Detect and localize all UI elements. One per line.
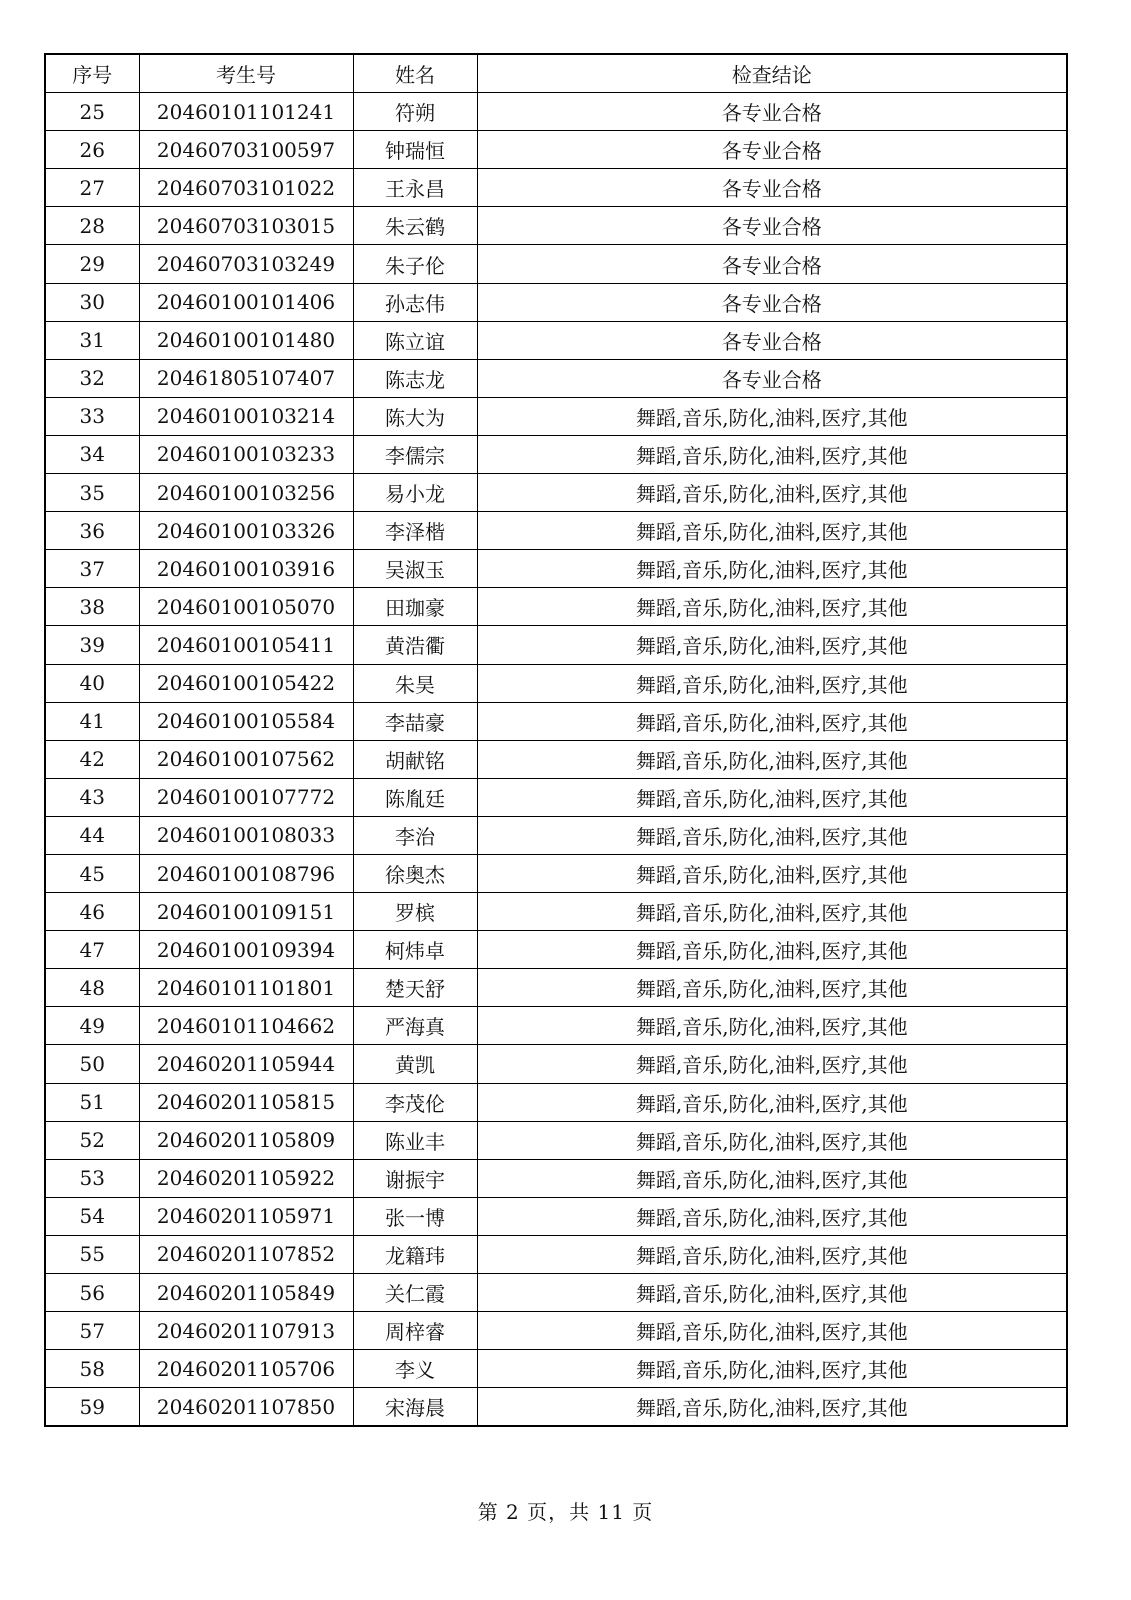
results-table: [44, 53, 1068, 1427]
seq-cell: 44: [45, 816, 139, 854]
result-cell: 舞蹈,音乐,防化,油料,医疗,其他: [477, 550, 1067, 588]
seq-cell: 35: [45, 474, 139, 512]
table-row: [45, 1007, 1067, 1045]
result-cell: 舞蹈,音乐,防化,油料,医疗,其他: [477, 512, 1067, 550]
seq-cell: 30: [45, 283, 139, 321]
seq-cell: 56: [45, 1274, 139, 1312]
candidate-id-cell: 20460100105411: [139, 626, 353, 664]
table-row: [45, 435, 1067, 473]
result-cell: 舞蹈,音乐,防化,油料,医疗,其他: [477, 740, 1067, 778]
result-cell: 舞蹈,音乐,防化,油料,医疗,其他: [477, 893, 1067, 931]
result-cell: 舞蹈,音乐,防化,油料,医疗,其他: [477, 778, 1067, 816]
header-result: 检查结论: [477, 54, 1067, 93]
candidate-id-cell: 20460201105809: [139, 1121, 353, 1159]
seq-cell: 50: [45, 1045, 139, 1083]
table-row: [45, 550, 1067, 588]
result-cell: 舞蹈,音乐,防化,油料,医疗,其他: [477, 931, 1067, 969]
name-cell: 胡献铭: [353, 740, 477, 778]
name-cell: 龙籍玮: [353, 1235, 477, 1273]
name-cell: 罗槟: [353, 893, 477, 931]
candidate-id-cell: 20460100103326: [139, 512, 353, 550]
name-cell: 李义: [353, 1350, 477, 1388]
name-cell: 李治: [353, 816, 477, 854]
name-cell: 钟瑞恒: [353, 131, 477, 169]
result-cell: 舞蹈,音乐,防化,油料,医疗,其他: [477, 626, 1067, 664]
result-cell: 舞蹈,音乐,防化,油料,医疗,其他: [477, 854, 1067, 892]
candidate-id-cell: 20460201105922: [139, 1159, 353, 1197]
candidate-id-cell: 20461805107407: [139, 359, 353, 397]
seq-cell: 28: [45, 207, 139, 245]
result-cell: 舞蹈,音乐,防化,油料,医疗,其他: [477, 1083, 1067, 1121]
result-cell: 舞蹈,音乐,防化,油料,医疗,其他: [477, 1007, 1067, 1045]
candidate-id-cell: 20460201105971: [139, 1197, 353, 1235]
table-row: [45, 1159, 1067, 1197]
name-cell: 李茂伦: [353, 1083, 477, 1121]
name-cell: 李儒宗: [353, 435, 477, 473]
candidate-id-cell: 20460703101022: [139, 169, 353, 207]
seq-cell: 25: [45, 93, 139, 131]
name-cell: 朱云鹤: [353, 207, 477, 245]
table-row: [45, 131, 1067, 169]
name-cell: 黄凯: [353, 1045, 477, 1083]
seq-cell: 55: [45, 1235, 139, 1273]
seq-cell: 45: [45, 854, 139, 892]
candidate-id-cell: 20460101104662: [139, 1007, 353, 1045]
seq-cell: 27: [45, 169, 139, 207]
header-seq: 序号: [45, 54, 139, 93]
candidate-id-cell: 20460101101241: [139, 93, 353, 131]
name-cell: 柯炜卓: [353, 931, 477, 969]
name-cell: 易小龙: [353, 474, 477, 512]
table-row: [45, 626, 1067, 664]
table-row: [45, 359, 1067, 397]
candidate-id-cell: 20460201107913: [139, 1312, 353, 1350]
table-row: [45, 283, 1067, 321]
header-candidate-id: 考生号: [139, 54, 353, 93]
seq-cell: 40: [45, 664, 139, 702]
name-cell: 陈立谊: [353, 321, 477, 359]
table-row: [45, 1083, 1067, 1121]
candidate-id-cell: 20460100107772: [139, 778, 353, 816]
result-cell: 舞蹈,音乐,防化,油料,医疗,其他: [477, 969, 1067, 1007]
table-header-row: [45, 54, 1067, 93]
candidate-id-cell: 20460100105422: [139, 664, 353, 702]
result-cell: 舞蹈,音乐,防化,油料,医疗,其他: [477, 664, 1067, 702]
table-row: [45, 931, 1067, 969]
result-cell: 各专业合格: [477, 359, 1067, 397]
seq-cell: 57: [45, 1312, 139, 1350]
name-cell: 吴淑玉: [353, 550, 477, 588]
name-cell: 关仁霞: [353, 1274, 477, 1312]
name-cell: 孙志伟: [353, 283, 477, 321]
result-cell: 舞蹈,音乐,防化,油料,医疗,其他: [477, 435, 1067, 473]
table-row: [45, 1045, 1067, 1083]
seq-cell: 39: [45, 626, 139, 664]
candidate-id-cell: 20460100101406: [139, 283, 353, 321]
result-cell: 舞蹈,音乐,防化,油料,医疗,其他: [477, 1350, 1067, 1388]
seq-cell: 51: [45, 1083, 139, 1121]
seq-cell: 31: [45, 321, 139, 359]
candidate-id-cell: 20460100103214: [139, 397, 353, 435]
page-number-footer: 第 2 页，共 11 页: [477, 1500, 654, 1524]
candidate-id-cell: 20460100105584: [139, 702, 353, 740]
name-cell: 谢振宇: [353, 1159, 477, 1197]
candidate-id-cell: 20460100103233: [139, 435, 353, 473]
candidate-id-cell: 20460100103256: [139, 474, 353, 512]
candidate-id-cell: 20460100108796: [139, 854, 353, 892]
candidate-id-cell: 20460100109394: [139, 931, 353, 969]
candidate-id-cell: 20460101101801: [139, 969, 353, 1007]
name-cell: 符朔: [353, 93, 477, 131]
seq-cell: 36: [45, 512, 139, 550]
name-cell: 黄浩衢: [353, 626, 477, 664]
result-cell: 各专业合格: [477, 245, 1067, 283]
name-cell: 田珈豪: [353, 588, 477, 626]
candidate-id-cell: 20460100109151: [139, 893, 353, 931]
result-cell: 各专业合格: [477, 321, 1067, 359]
result-cell: 舞蹈,音乐,防化,油料,医疗,其他: [477, 397, 1067, 435]
candidate-id-cell: 20460201105849: [139, 1274, 353, 1312]
result-cell: 舞蹈,音乐,防化,油料,医疗,其他: [477, 702, 1067, 740]
table-row: [45, 702, 1067, 740]
candidate-id-cell: 20460703103249: [139, 245, 353, 283]
seq-cell: 52: [45, 1121, 139, 1159]
result-cell: 舞蹈,音乐,防化,油料,医疗,其他: [477, 1312, 1067, 1350]
seq-cell: 33: [45, 397, 139, 435]
seq-cell: 43: [45, 778, 139, 816]
candidate-id-cell: 20460703100597: [139, 131, 353, 169]
result-cell: 舞蹈,音乐,防化,油料,医疗,其他: [477, 1235, 1067, 1273]
seq-cell: 48: [45, 969, 139, 1007]
result-cell: 各专业合格: [477, 131, 1067, 169]
table-row: [45, 207, 1067, 245]
name-cell: 李泽楷: [353, 512, 477, 550]
seq-cell: 26: [45, 131, 139, 169]
result-cell: 舞蹈,音乐,防化,油料,医疗,其他: [477, 1197, 1067, 1235]
result-cell: 舞蹈,音乐,防化,油料,医疗,其他: [477, 816, 1067, 854]
name-cell: 朱子伦: [353, 245, 477, 283]
name-cell: 陈志龙: [353, 359, 477, 397]
name-cell: 张一博: [353, 1197, 477, 1235]
candidate-id-cell: 20460201107850: [139, 1388, 353, 1427]
seq-cell: 32: [45, 359, 139, 397]
candidate-id-cell: 20460100103916: [139, 550, 353, 588]
seq-cell: 53: [45, 1159, 139, 1197]
seq-cell: 54: [45, 1197, 139, 1235]
table-row: [45, 588, 1067, 626]
candidate-id-cell: 20460201105815: [139, 1083, 353, 1121]
candidate-id-cell: 20460201107852: [139, 1235, 353, 1273]
result-cell: 各专业合格: [477, 283, 1067, 321]
name-cell: 王永昌: [353, 169, 477, 207]
seq-cell: 59: [45, 1388, 139, 1427]
table-row: [45, 816, 1067, 854]
name-cell: 陈大为: [353, 397, 477, 435]
seq-cell: 58: [45, 1350, 139, 1388]
name-cell: 严海真: [353, 1007, 477, 1045]
table-row: [45, 1197, 1067, 1235]
seq-cell: 47: [45, 931, 139, 969]
table-row: [45, 512, 1067, 550]
result-cell: 舞蹈,音乐,防化,油料,医疗,其他: [477, 1388, 1067, 1427]
candidate-id-cell: 20460201105706: [139, 1350, 353, 1388]
result-cell: 各专业合格: [477, 169, 1067, 207]
seq-cell: 41: [45, 702, 139, 740]
seq-cell: 38: [45, 588, 139, 626]
seq-cell: 42: [45, 740, 139, 778]
seq-cell: 46: [45, 893, 139, 931]
result-cell: 舞蹈,音乐,防化,油料,医疗,其他: [477, 1274, 1067, 1312]
candidate-id-cell: 20460201105944: [139, 1045, 353, 1083]
table-row: [45, 778, 1067, 816]
result-cell: 舞蹈,音乐,防化,油料,医疗,其他: [477, 474, 1067, 512]
candidate-id-cell: 20460100101480: [139, 321, 353, 359]
header-name: 姓名: [353, 54, 477, 93]
name-cell: 陈胤廷: [353, 778, 477, 816]
table-row: [45, 1388, 1067, 1427]
candidate-id-cell: 20460703103015: [139, 207, 353, 245]
result-cell: 各专业合格: [477, 93, 1067, 131]
table-row: [45, 1312, 1067, 1350]
result-cell: 舞蹈,音乐,防化,油料,医疗,其他: [477, 1045, 1067, 1083]
candidate-id-cell: 20460100108033: [139, 816, 353, 854]
table-row: [45, 169, 1067, 207]
name-cell: 宋海晨: [353, 1388, 477, 1427]
table-row: [45, 740, 1067, 778]
table-row: [45, 1350, 1067, 1388]
table-row: [45, 397, 1067, 435]
table-row: [45, 93, 1067, 131]
name-cell: 楚天舒: [353, 969, 477, 1007]
table-row: [45, 245, 1067, 283]
table-row: [45, 854, 1067, 892]
table-row: [45, 1235, 1067, 1273]
table-row: [45, 664, 1067, 702]
candidate-id-cell: 20460100105070: [139, 588, 353, 626]
name-cell: 朱昊: [353, 664, 477, 702]
seq-cell: 29: [45, 245, 139, 283]
result-cell: 舞蹈,音乐,防化,油料,医疗,其他: [477, 1121, 1067, 1159]
seq-cell: 37: [45, 550, 139, 588]
name-cell: 陈业丰: [353, 1121, 477, 1159]
name-cell: 周梓睿: [353, 1312, 477, 1350]
result-cell: 各专业合格: [477, 207, 1067, 245]
result-cell: 舞蹈,音乐,防化,油料,医疗,其他: [477, 1159, 1067, 1197]
seq-cell: 49: [45, 1007, 139, 1045]
seq-cell: 34: [45, 435, 139, 473]
table-row: [45, 321, 1067, 359]
table-row: [45, 1121, 1067, 1159]
table-row: [45, 893, 1067, 931]
table-row: [45, 969, 1067, 1007]
table-row: [45, 474, 1067, 512]
candidate-id-cell: 20460100107562: [139, 740, 353, 778]
name-cell: 徐奥杰: [353, 854, 477, 892]
result-cell: 舞蹈,音乐,防化,油料,医疗,其他: [477, 588, 1067, 626]
table-row: [45, 1274, 1067, 1312]
table-body: [45, 93, 1067, 1427]
name-cell: 李喆豪: [353, 702, 477, 740]
